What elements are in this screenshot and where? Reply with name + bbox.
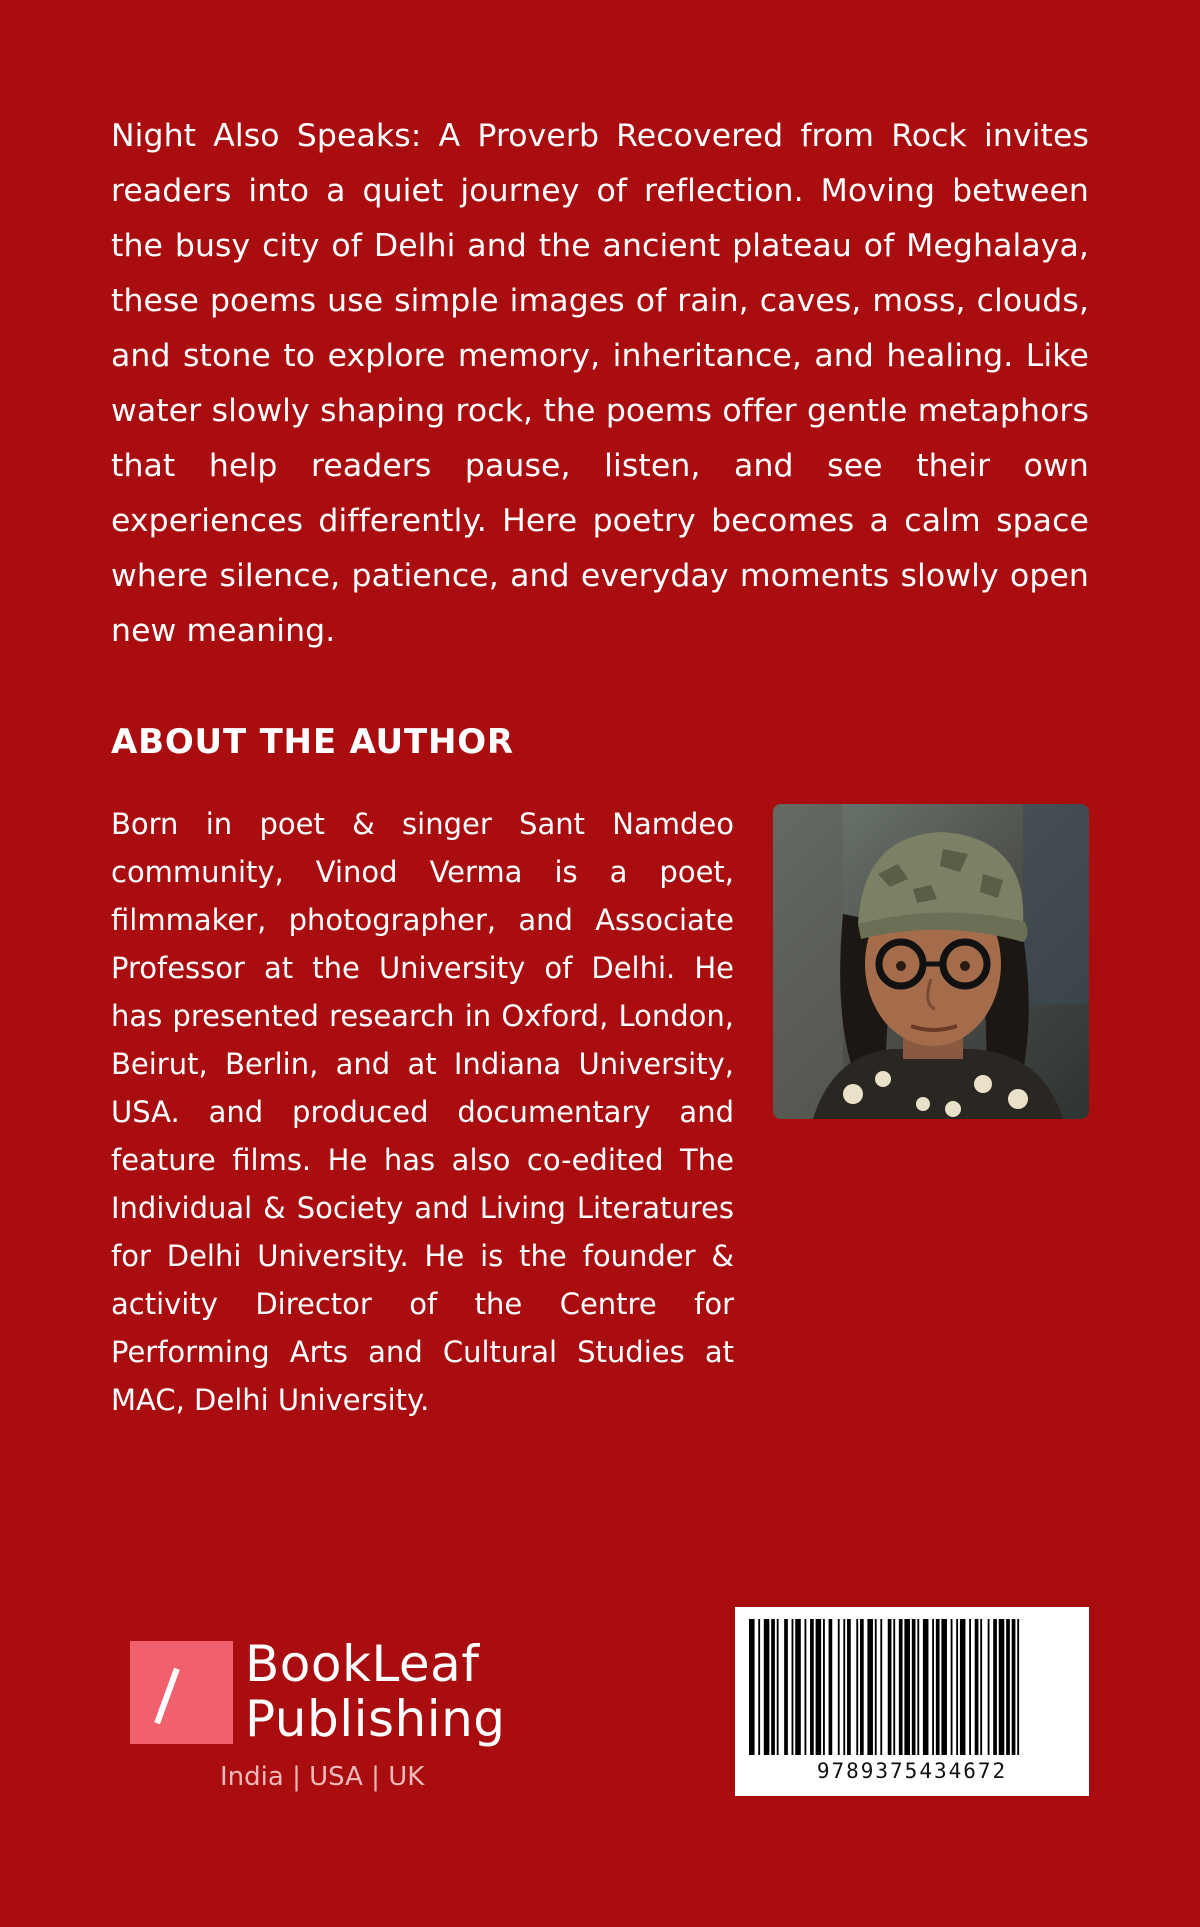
barcode-bar [847,1619,851,1755]
publisher-name-line1: BookLeaf [245,1635,480,1693]
barcode-bar [792,1619,794,1755]
barcode-bar [860,1619,864,1755]
barcode-bar [951,1619,953,1755]
barcode-bar [875,1619,877,1755]
barcode-bar [805,1619,807,1755]
barcode-bar [941,1619,947,1755]
barcode-bar [816,1619,822,1755]
publisher-logo [130,1636,550,1796]
barcode-bar [888,1619,892,1755]
bookleaf-logo-icon [130,1641,233,1744]
barcode-bar [893,1619,895,1755]
barcode-bar [795,1619,801,1755]
barcode-bar [1012,1619,1016,1755]
barcode-bars [749,1619,1075,1755]
barcode-bar [810,1619,814,1755]
barcode-bar [784,1619,788,1755]
publisher-name-line2: Publishing [245,1690,506,1748]
barcode-bar [771,1619,775,1755]
barcode-bar [932,1619,934,1755]
barcode-bar [777,1619,779,1755]
barcode-bar [823,1619,825,1755]
barcode-bar [843,1619,845,1755]
barcode-bar [1006,1619,1010,1755]
barcode-bar [758,1619,760,1755]
about-author-heading: ABOUT THE AUTHOR [111,722,514,762]
barcode-bar [917,1619,919,1755]
barcode-bar [993,1619,997,1755]
barcode-bar [880,1619,882,1755]
barcode-bar [749,1619,755,1755]
barcode-bar [999,1619,1005,1755]
barcode-bar [829,1619,833,1755]
barcode-bar [838,1619,840,1755]
barcode-bar [764,1619,770,1755]
isbn-barcode [735,1607,1089,1796]
barcode-bar [980,1619,982,1755]
barcode-bar [899,1619,903,1755]
book-blurb: Night Also Speaks: A Proverb Recovered from Rock invites readers into a quiet journey of reflection. Moving between the busy city of Delhi and the ancient plateau of Meghalaya, these poems use simple images of rain, caves, moss, clouds, and stone to explore memory, inheritance, and healing. Like water slowly shaping rock, the poems offer gentle metaphors that help readers pause, listen, and see their own experiences differently. Here poetry becomes a calm space where silence, patience, and everyday moments slowly open new meaning. [111,118,1089,649]
barcode-bar [904,1619,910,1755]
isbn-number: 9789375434672 [816,1759,1008,1783]
barcode-bar [912,1619,916,1755]
publisher-regions: India | USA | UK [220,1762,425,1792]
barcode-bar [923,1619,929,1755]
barcode-bar [988,1619,990,1755]
barcode-bar [956,1619,958,1755]
barcode-bar [975,1619,979,1755]
barcode-bar [969,1619,971,1755]
barcode-bar [867,1619,873,1755]
barcode-bar [856,1619,858,1755]
barcode-bar [960,1619,966,1755]
barcode-bar [936,1619,940,1755]
barcode-bar [1017,1619,1019,1755]
author-photo [773,804,1089,1119]
author-bio: Born in poet & singer Sant Namdeo community, Vinod Verma is a poet, filmmaker, photographer, and Associate Professor at the University of Delhi. He has presented research in Oxford, London, Beirut, Berlin, and at Indiana University, USA. and produced documentary and feature films. He has also co-edited The Individual & Society and Living Literatures for Delhi University. He is the founder & activity Director of the Centre for Performing Arts and Cultural Studies at MAC, Delhi University. [111,807,734,1417]
